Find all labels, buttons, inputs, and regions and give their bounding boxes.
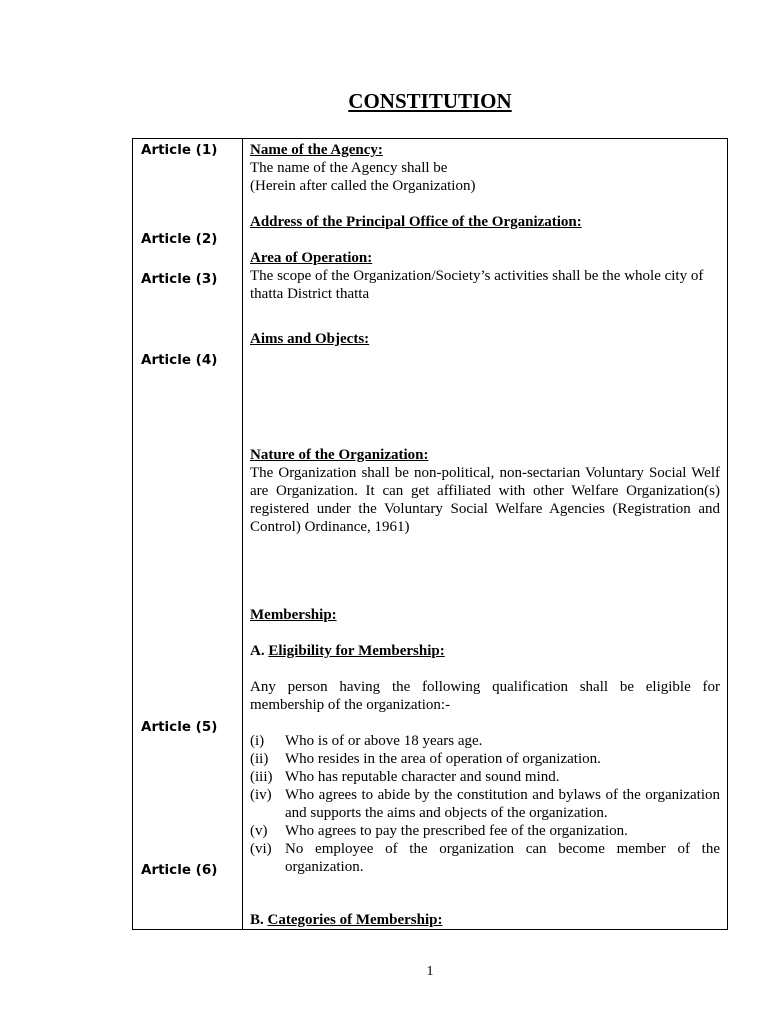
eligibility-intro: Any person having the following qualification shall be eligible for membership of the organization:- (250, 679, 720, 713)
address-section (250, 213, 720, 231)
nature-section (250, 446, 720, 536)
list-item-number: (vi) (250, 841, 272, 857)
list-item-number: (iv) (250, 787, 272, 803)
list-item (250, 732, 720, 750)
eligibility-heading: Eligibility for Membership: (268, 643, 445, 659)
list-item-number: (i) (250, 733, 265, 749)
nature-heading: Nature of the Organization: (250, 447, 429, 463)
page-number: 1 (426, 964, 434, 979)
list-item-text: Who agrees to abide by the constitution and bylaws of the organization and supports the aims and objects of the organization. (285, 787, 720, 821)
list-item-text: Who agrees to pay the prescribed fee of the organization. (285, 823, 628, 839)
column-divider (242, 139, 243, 929)
article-6-label: Article (6) (141, 862, 218, 878)
list-item (250, 786, 720, 822)
area-of-operation-text: The scope of the Organization/Society’s activities shall be the whole city of thatta District thatta (250, 268, 704, 302)
categories-heading: Categories of Membership: (267, 912, 443, 928)
list-item (250, 822, 720, 840)
categories-prefix: B. (250, 912, 268, 928)
list-item (250, 840, 720, 876)
eligibility-list (250, 732, 720, 876)
name-of-agency-line-1: The name of the Agency shall be (250, 160, 448, 176)
constitution-table (132, 138, 728, 930)
article-2-label: Article (2) (141, 231, 218, 247)
list-item-text: Who is of or above 18 years age. (285, 733, 483, 749)
page-title: CONSTITUTION (348, 89, 512, 113)
list-item-text: Who resides in the area of operation of organization. (285, 751, 601, 767)
eligibility-subheading (250, 642, 720, 660)
aims-heading: Aims and Objects: (250, 331, 370, 347)
article-3-label: Article (3) (141, 271, 218, 287)
name-of-agency-heading: Name of the Agency: (250, 142, 383, 158)
article-5-label: Article (5) (141, 719, 218, 735)
list-item (250, 750, 720, 768)
eligibility-prefix: A. (250, 643, 269, 659)
list-item-text: No employee of the organization can become member of the organization. (285, 841, 720, 875)
list-item-text: Who has reputable character and sound mind. (285, 769, 560, 785)
list-item (250, 768, 720, 786)
area-of-operation-heading: Area of Operation: (250, 250, 373, 266)
list-item-number: (ii) (250, 751, 269, 767)
categories-subheading (250, 911, 720, 929)
article-1-label: Article (1) (141, 142, 218, 158)
article-4-label: Article (4) (141, 352, 218, 368)
address-heading: Address of the Principal Office of the Organization: (250, 214, 582, 230)
list-item-number: (v) (250, 823, 268, 839)
area-of-operation-section (250, 249, 720, 303)
aims-section (250, 330, 720, 348)
nature-text: The Organization shall be non-political, non-sectarian Voluntary Social Welf are Organization. It can get affiliated with other Welfare Organization(s) registered under the Voluntary Social Welfare Agencies (Registration and Control) Ordinance, 1961) (250, 465, 720, 535)
name-of-agency-line-2: (Herein after called the Organization) (250, 178, 476, 194)
list-item-number: (iii) (250, 769, 273, 785)
membership-heading: Membership: (250, 607, 337, 623)
name-of-agency-section (250, 141, 720, 195)
